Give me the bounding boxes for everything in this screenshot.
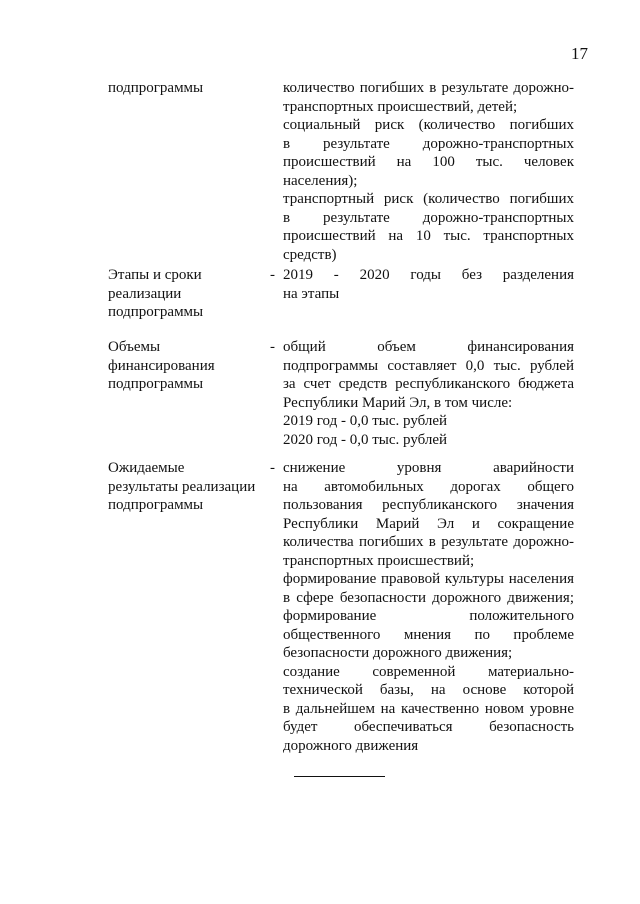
section-label: Этапы и сроки реализации подпрограммы [108, 267, 204, 320]
section-label: Ожидаемые результаты реализации подпрограммы [108, 460, 256, 513]
section-value: общий объем финансирования подпрограммы составляет 0,0 тыс. рублей за счет средств республиканского бюджета Республики Марий Эл, в том числе: 2019 год - 0,0 тыс. рублей 2020 год - 0,0 тыс. рублей [283, 339, 574, 448]
section-value: 2019 - 2020 годы без разделения на этапы [283, 267, 574, 302]
section-dash: - [270, 339, 275, 355]
section-dash: - [270, 267, 275, 283]
section-value: снижение уровня аварийности на автомобильных дорогах общего пользования республиканского значения Республики Марий Эл и сокращение количества погибших в результате дорожно- транспортных происшествий; формирование правовой культуры населения в сфере безопасности дорожного движения; формирование положительного общественного мнения по проблеме безопасности дорожного движения; создание современной материально- технической базы, на основе которой в дальнейшем на качественно новом уровне будет обеспечиваться безопасность дорожного движения [283, 460, 574, 754]
section-label: Объемы финансирования подпрограммы [108, 339, 215, 392]
section-dash: - [270, 460, 275, 476]
page-number: 17 [571, 44, 588, 63]
section-value: количество погибших в результате дорожно- транспортных происшествий, детей; социальный риск (количество погибших в результате дорожно-транспортных происшествий на 100 тыс. человек населения); транспортный риск (количество погибших в результате дорожно-транспортных происшествий на 10 тыс. транспортных средств) [283, 80, 574, 263]
section-label: подпрограммы [108, 80, 204, 96]
end-rule [294, 776, 385, 777]
